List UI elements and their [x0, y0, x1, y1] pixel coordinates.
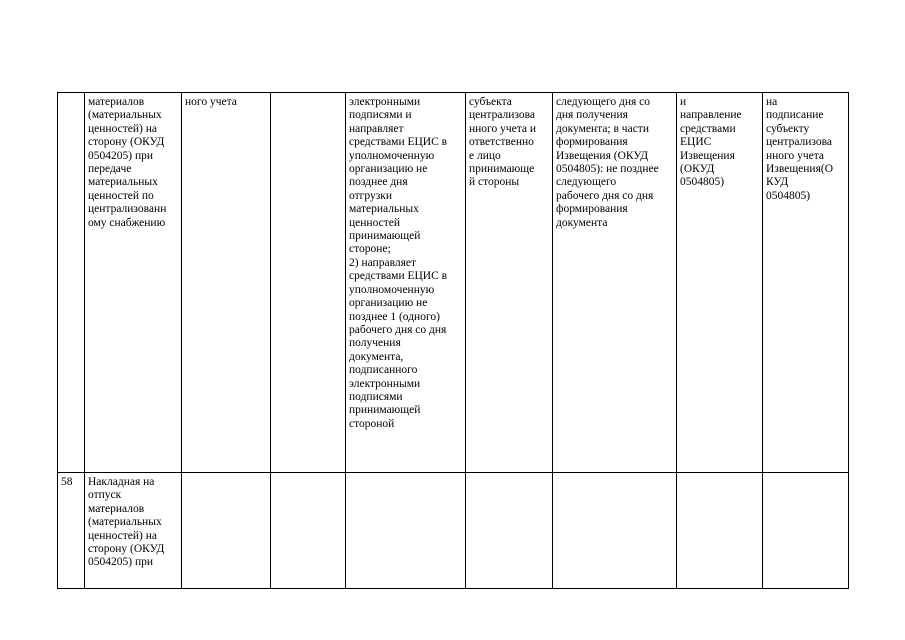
cell-result: на подписание субъекту централизова нного учета Извещения(О КУД 0504805)	[763, 93, 849, 473]
cell-deadline: следующего дня со дня получения документа; в части формирования Извещения (ОКУД 0504805): не позднее следующего рабочего дня со дня формирования документа	[553, 93, 677, 473]
cell-number: 58	[58, 473, 85, 589]
cell-procedure: электронными подписями и направляет средствами ЕЦИС в уполномоченную организацию не позднее дня отгрузки материальных ценностей принимающей стороне; 2) направляет средствами ЕЦИС в уполномоченную организацию не позднее 1 (одного) рабочего дня со дня получения документа, подписанного электронными подписями принимающей стороной	[346, 93, 466, 473]
cell-result	[763, 473, 849, 589]
cell-document-name: материалов (материальных ценностей) на сторону (ОКУД 0504205) при передаче материальных ценностей по централизованн ому снабжению	[85, 93, 182, 473]
cell-document-name: Накладная на отпуск материалов (материальных ценностей) на сторону (ОКУД 0504205) при	[85, 473, 182, 589]
table-row	[58, 93, 849, 473]
cell-blank	[271, 473, 346, 589]
cell-responsible	[182, 473, 271, 589]
cell-signers: субъекта централизова нного учета и ответственно е лицо принимающе й стороны	[466, 93, 553, 473]
cell-deadline	[553, 473, 677, 589]
cell-number	[58, 93, 85, 473]
cell-signers	[466, 473, 553, 589]
cell-procedure	[346, 473, 466, 589]
cell-action	[677, 473, 763, 589]
cell-blank	[271, 93, 346, 473]
document-table	[57, 92, 849, 589]
cell-responsible: ного учета	[182, 93, 271, 473]
cell-action: и направление средствами ЕЦИС Извещения (ОКУД 0504805)	[677, 93, 763, 473]
table-row	[58, 473, 849, 589]
